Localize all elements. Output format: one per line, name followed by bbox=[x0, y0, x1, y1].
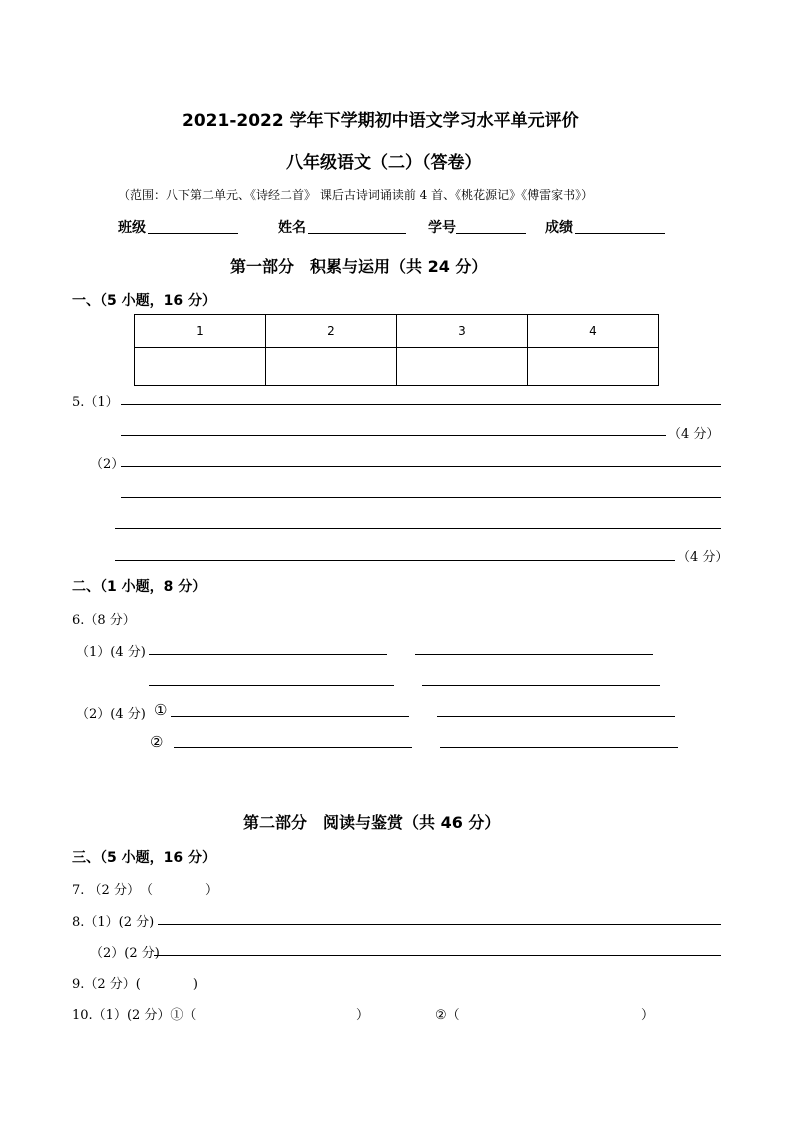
q5-1-points: （4 分） bbox=[668, 427, 720, 442]
section2-heading: 二、（1 小题，8 分） bbox=[72, 579, 207, 595]
q10-1-label: 10.（1）(2 分）①（ bbox=[72, 1008, 197, 1023]
q6-2-answer-line[interactable] bbox=[437, 716, 675, 717]
q6-1-answer-line[interactable] bbox=[149, 685, 394, 686]
answer-table bbox=[134, 314, 659, 386]
circled-two: ② bbox=[150, 733, 164, 751]
q5-1-label: 5.（1） bbox=[72, 395, 119, 410]
q5-1-answer-line[interactable] bbox=[121, 404, 721, 405]
q6-2-label: （2）(4 分) bbox=[76, 707, 146, 722]
class-field[interactable] bbox=[148, 233, 238, 234]
section1-heading: 一、（5 小题，16 分） bbox=[72, 293, 216, 309]
score-label: 成绩 bbox=[545, 220, 573, 236]
q6-1-answer-line[interactable] bbox=[415, 654, 653, 655]
score-field[interactable] bbox=[575, 233, 665, 234]
q10-1-close-paren-two: ） bbox=[641, 1008, 655, 1023]
answer-cell[interactable] bbox=[266, 348, 397, 386]
name-label: 姓名 bbox=[278, 220, 306, 236]
q6-1-answer-line[interactable] bbox=[422, 685, 660, 686]
q5-1-answer-line[interactable] bbox=[121, 435, 666, 436]
part1-title: 第一部分 积累与运用（共 24 分） bbox=[230, 257, 488, 276]
page-title: 2021-2022 学年下学期初中语文学习水平单元评价 bbox=[182, 111, 579, 131]
q5-2-answer-line[interactable] bbox=[121, 466, 721, 467]
q5-2-answer-line[interactable] bbox=[115, 560, 675, 561]
q8-1-label: 8.（1）(2 分) bbox=[72, 915, 155, 930]
q7-label: 7. （2 分） （ ） bbox=[72, 883, 218, 898]
q8-1-answer-line[interactable] bbox=[158, 924, 721, 925]
q6-1-answer-line[interactable] bbox=[149, 654, 387, 655]
q6-2-answer-line[interactable] bbox=[174, 747, 412, 748]
q10-1-close-paren-one: ） bbox=[356, 1008, 370, 1023]
part2-title: 第二部分 阅读与鉴赏（共 46 分） bbox=[243, 813, 501, 832]
table-header: 3 bbox=[397, 315, 528, 348]
q6-2-answer-line[interactable] bbox=[440, 747, 678, 748]
q10-1-circled-two: ②（ bbox=[435, 1008, 460, 1023]
q8-2-label: （2）(2 分) bbox=[90, 946, 160, 961]
table-header: 2 bbox=[266, 315, 397, 348]
answer-cell[interactable] bbox=[397, 348, 528, 386]
q6-1-label: （1）(4 分) bbox=[76, 645, 146, 660]
q5-2-answer-line[interactable] bbox=[115, 528, 721, 529]
student-id-label: 学号 bbox=[428, 220, 456, 236]
section3-heading: 三、（5 小题，16 分） bbox=[72, 850, 216, 866]
circled-one: ① bbox=[154, 701, 168, 719]
scope-note: （范围：八下第二单元、《诗经二首》 课后古诗词诵读前 4 首、《桃花源记》《傅雷家书》） bbox=[118, 188, 594, 202]
q5-2-points: （4 分） bbox=[677, 550, 729, 565]
q5-2-answer-line[interactable] bbox=[121, 497, 721, 498]
answer-cell[interactable] bbox=[135, 348, 266, 386]
table-header: 1 bbox=[135, 315, 266, 348]
q5-2-label: （2） bbox=[90, 457, 125, 472]
q6-label: 6.（8 分） bbox=[72, 613, 136, 628]
name-field[interactable] bbox=[308, 233, 406, 234]
page-subtitle: 八年级语文（二）（答卷） bbox=[286, 153, 482, 173]
student-id-field[interactable] bbox=[456, 233, 526, 234]
table-header: 4 bbox=[528, 315, 659, 348]
answer-cell[interactable] bbox=[528, 348, 659, 386]
class-label: 班级 bbox=[118, 220, 146, 236]
q6-2-answer-line[interactable] bbox=[171, 716, 409, 717]
q8-2-answer-line[interactable] bbox=[154, 955, 721, 956]
q9-label: 9.（2 分）( ) bbox=[72, 977, 198, 992]
